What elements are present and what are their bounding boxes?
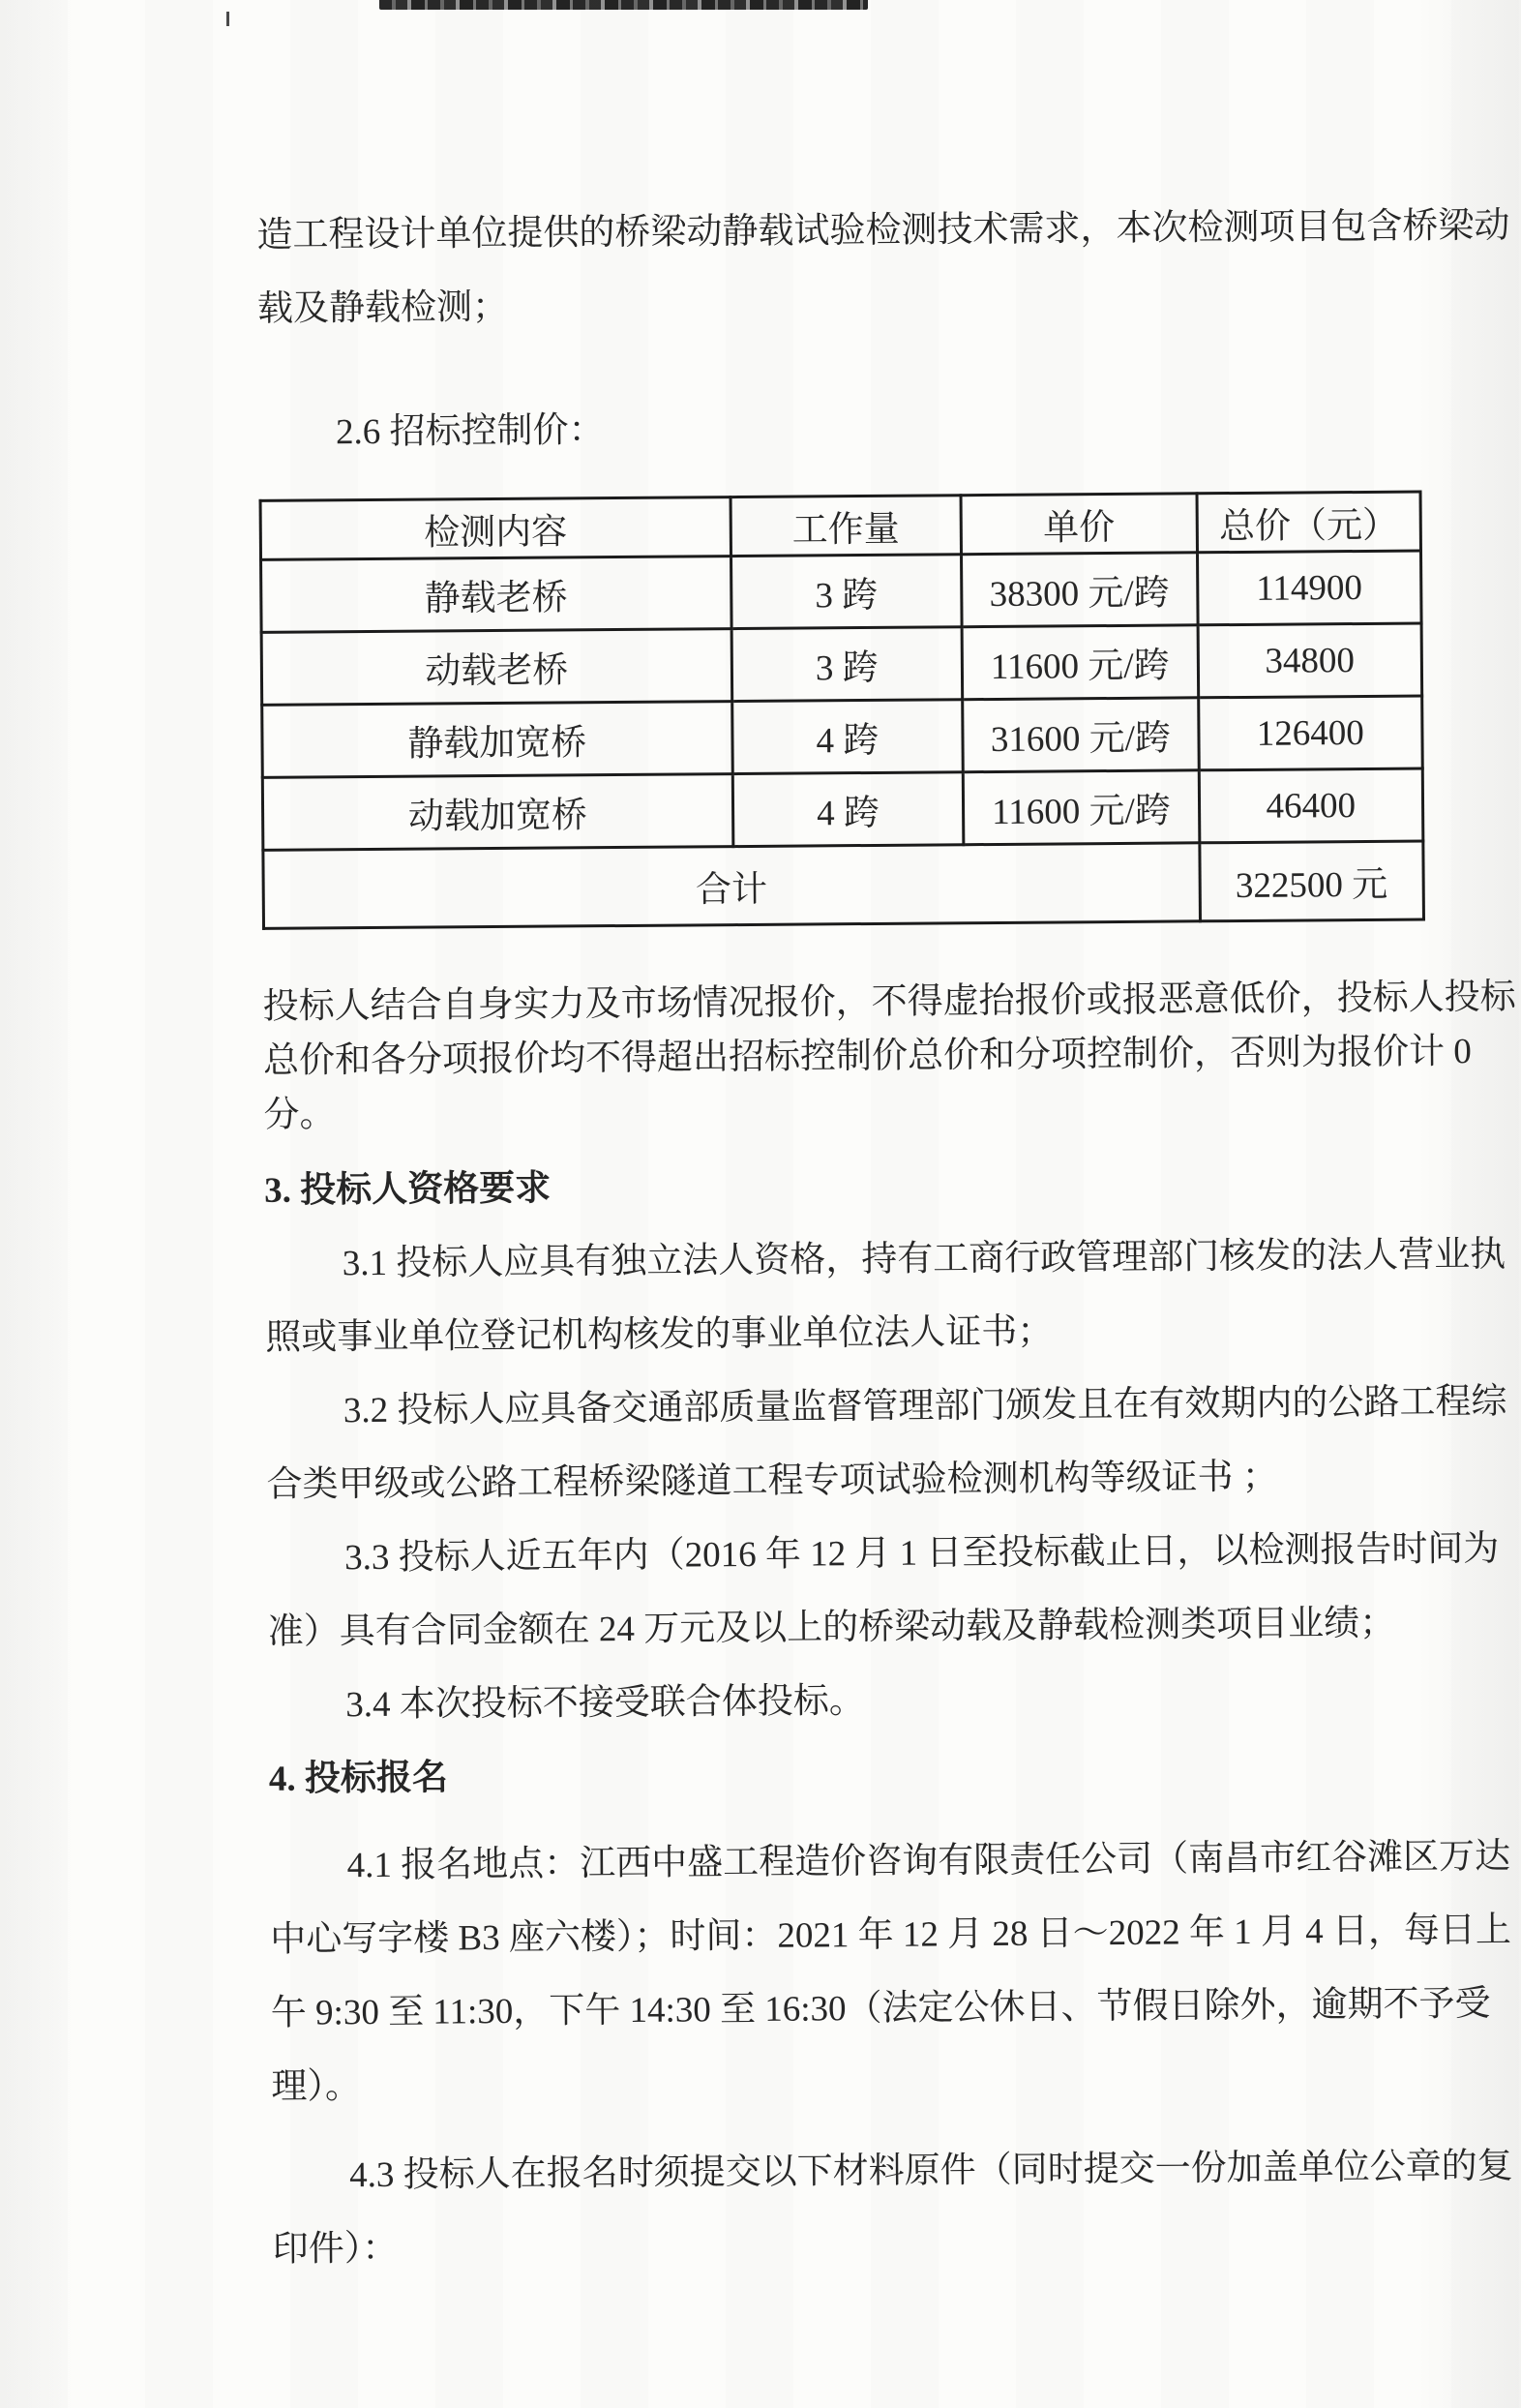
header-cell-total-price: 总价（元） (1197, 492, 1421, 553)
cell-workload: 3 跨 (731, 627, 963, 702)
cell-workload: 3 跨 (731, 555, 962, 629)
cell-content: 动载老桥 (261, 629, 731, 706)
item-4-1-line-4: 理）。 (271, 2066, 362, 2107)
header-cell-content: 检测内容 (260, 497, 731, 560)
item-3-3-line-2: 准）具有合同金额在 24 万元及以上的桥梁动载及静载检测类项目业绩； (267, 1603, 1396, 1652)
cell-content: 动载加宽桥 (262, 774, 732, 851)
item-4-3-line-1: 4.3 投标人在报名时须提交以下材料原件（同时提交一份加盖单位公章的复 (348, 2146, 1513, 2196)
table-row (262, 768, 1423, 850)
pricing-note-line-3: 分。 (263, 1095, 336, 1135)
item-4-1-line-1: 4.1 报名地点：江西中盛工程造价咨询有限责任公司（南昌市红谷滩区万达 (346, 1836, 1511, 1886)
section-3-heading-text: 3. 投标人资格要求 (263, 1168, 552, 1211)
item-4-1-line-3: 午 9:30 至 11:30，下午 14:30 至 16:30（法定公休日、节假日除外，逾期不予受 (270, 1983, 1491, 2033)
control-price-table-body (261, 551, 1424, 928)
item-4-3-line-2: 印件）： (272, 2228, 399, 2270)
pricing-note-line-2: 总价和各分项报价均不得超出招标控制价总价和分项控制价，否则为报价计 0 (262, 1032, 1472, 1081)
item-4-3 (272, 2130, 1513, 2286)
cell-unit-price: 11600 元/跨 (963, 770, 1199, 845)
intro-line-2: 载及静载检测； (256, 286, 509, 329)
item-4-1 (269, 1821, 1512, 2123)
table-row (261, 551, 1422, 632)
pricing-note-paragraph (262, 971, 1516, 1142)
intro-line-1: 造工程设计单位提供的桥梁动静载试验检测技术需求，本次检测项目包含桥梁动 (256, 205, 1510, 256)
header-cell-workload: 工作量 (731, 496, 962, 557)
table-row (262, 696, 1423, 777)
cell-content: 静载加宽桥 (262, 702, 732, 778)
total-row-label: 合计 (263, 843, 1200, 929)
control-price-table-header (260, 492, 1420, 559)
table-total-row (263, 841, 1424, 928)
item-3-1-line-2: 照或事业单位登记机构核发的事业单位法人证书； (265, 1311, 1054, 1358)
item-3-2-line-2: 合类甲级或公路工程桥梁隧道工程专项试验检测机构等级证书 ； (266, 1457, 1278, 1505)
item-3-4 (268, 1660, 1434, 1742)
cell-unit-price: 31600 元/跨 (963, 698, 1199, 772)
cell-unit-price: 11600 元/跨 (962, 625, 1198, 700)
scan-artifact-tick (226, 12, 229, 26)
cell-total-price: 126400 (1198, 696, 1422, 770)
section-4-heading (269, 1733, 1435, 1816)
header-cell-unit-price: 单价 (961, 494, 1197, 555)
item-3-4-line-1: 3.4 本次投标不接受联合体投标。 (345, 1681, 865, 1726)
intro-paragraph (256, 190, 1510, 346)
item-3-2 (266, 1366, 1507, 1521)
total-row-value: 322500 元 (1199, 841, 1423, 921)
section-4-heading-text: 4. 投标报名 (268, 1758, 449, 1799)
section-2-6-heading (258, 387, 1424, 469)
item-3-2-line-1: 3.2 投标人应具备交通部质量监督管理部门颁发且在有效期内的公路工程综 (343, 1381, 1507, 1431)
item-3-1-line-1: 3.1 投标人应具有独立法人资格，持有工商行政管理部门核发的法人营业执 (342, 1234, 1506, 1284)
item-4-1-line-2: 中心写字楼 B3 座六楼）；时间：2021 年 12 月 28 日～2022 年 1 月 4 日，每日上 (270, 1910, 1512, 1960)
cell-total-price: 46400 (1199, 768, 1423, 843)
cell-unit-price: 38300 元/跨 (962, 553, 1198, 627)
cell-workload: 4 跨 (731, 700, 963, 774)
item-3-1 (264, 1219, 1506, 1374)
item-3-3-line-1: 3.3 投标人近五年内（2016 年 12 月 1 日至投标截止日，以检测报告时间为 (343, 1528, 1500, 1579)
cell-content: 静载老桥 (261, 557, 731, 633)
section-2-6-label: 2.6 招标控制价： (335, 410, 605, 453)
table-header-row (260, 492, 1420, 559)
control-price-table (259, 490, 1425, 929)
document-content (254, 0, 1516, 2287)
cell-total-price: 34800 (1198, 623, 1422, 698)
table-row (261, 623, 1422, 705)
cell-total-price: 114900 (1197, 551, 1421, 625)
item-3-3 (267, 1513, 1500, 1669)
section-3-items (264, 1219, 1507, 1742)
section-3-heading (264, 1145, 1430, 1227)
pricing-note-line-1: 投标人结合自身实力及市场情况报价，不得虚抬报价或报恶意低价，投标人投标 (262, 977, 1516, 1027)
cell-workload: 4 跨 (732, 772, 964, 847)
